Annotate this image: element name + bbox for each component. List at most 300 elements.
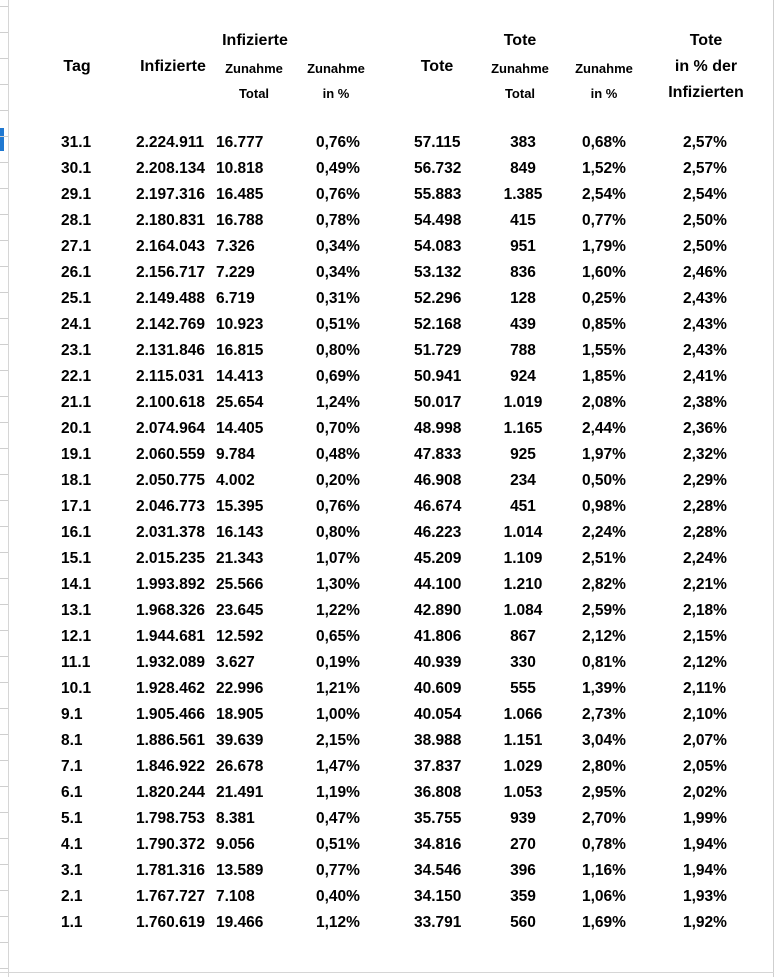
cell-tag: 27.1 bbox=[61, 238, 92, 255]
gridline-tick bbox=[0, 864, 8, 865]
cell-infizierte-pct: 1,47% bbox=[316, 758, 360, 775]
cell-tote-zunahme: 439 bbox=[510, 316, 536, 333]
cell-tag: 1.1 bbox=[61, 914, 83, 931]
cell-tag: 7.1 bbox=[61, 758, 83, 775]
bottom-border bbox=[0, 972, 774, 973]
cell-infizierte-zunahme: 26.678 bbox=[216, 758, 264, 775]
cell-tote: 50.017 bbox=[414, 394, 462, 411]
cell-infizierte-pct: 1,19% bbox=[316, 784, 360, 801]
cell-tote: 45.209 bbox=[414, 550, 462, 567]
cell-tote-pct: 1,39% bbox=[582, 680, 626, 697]
table-row bbox=[0, 469, 774, 495]
header-tote-zunahme-pct: Zunahme bbox=[575, 61, 633, 76]
cell-infizierte-pct: 0,40% bbox=[316, 888, 360, 905]
cell-infizierte-pct: 0,19% bbox=[316, 654, 360, 671]
cell-quote: 2,15% bbox=[683, 628, 727, 645]
cell-tote-pct: 1,55% bbox=[582, 342, 626, 359]
cell-tote: 56.732 bbox=[414, 160, 462, 177]
table-row bbox=[0, 339, 774, 365]
cell-infizierte: 1.798.753 bbox=[136, 810, 205, 827]
cell-infizierte-zunahme: 16.143 bbox=[216, 524, 264, 541]
cell-tote-pct: 0,98% bbox=[582, 498, 626, 515]
cell-infizierte-zunahme: 7.108 bbox=[216, 888, 255, 905]
cell-infizierte: 1.846.922 bbox=[136, 758, 205, 775]
cell-tag: 17.1 bbox=[61, 498, 92, 515]
cell-tote-pct: 2,24% bbox=[582, 524, 626, 541]
cell-tote-zunahme: 924 bbox=[510, 368, 536, 385]
gridline-tick bbox=[0, 968, 8, 969]
cell-tote: 42.890 bbox=[414, 602, 462, 619]
cell-tag: 28.1 bbox=[61, 212, 92, 229]
cell-tote-pct: 1,85% bbox=[582, 368, 626, 385]
cell-tote: 53.132 bbox=[414, 264, 462, 281]
cell-infizierte-pct: 1,21% bbox=[316, 680, 360, 697]
gridline-tick bbox=[0, 344, 8, 345]
cell-tag: 9.1 bbox=[61, 706, 83, 723]
cell-tote: 33.791 bbox=[414, 914, 462, 931]
cell-infizierte-pct: 0,76% bbox=[316, 186, 360, 203]
cell-infizierte: 2.046.773 bbox=[136, 498, 205, 515]
table-row bbox=[0, 313, 774, 339]
cell-tag: 14.1 bbox=[61, 576, 92, 593]
cell-quote: 2,54% bbox=[683, 186, 727, 203]
table-row bbox=[0, 625, 774, 651]
cell-quote: 2,28% bbox=[683, 524, 727, 541]
cell-tote-zunahme: 270 bbox=[510, 836, 536, 853]
cell-infizierte-zunahme: 14.413 bbox=[216, 368, 264, 385]
cell-tote-zunahme: 1.151 bbox=[503, 732, 543, 749]
cell-infizierte-zunahme: 16.485 bbox=[216, 186, 264, 203]
cell-tote-pct: 1,97% bbox=[582, 446, 626, 463]
cell-infizierte-pct: 0,34% bbox=[316, 264, 360, 281]
gridline-tick bbox=[0, 734, 8, 735]
header-tote-group: Tote bbox=[503, 32, 537, 49]
gridline-tick bbox=[0, 188, 8, 189]
cell-infizierte-zunahme: 8.381 bbox=[216, 810, 255, 827]
header-tote-in-pct: in % bbox=[590, 86, 618, 101]
cell-infizierte-pct: 0,77% bbox=[316, 862, 360, 879]
cell-infizierte-pct: 1,12% bbox=[316, 914, 360, 931]
cell-infizierte: 1.928.462 bbox=[136, 680, 205, 697]
table-row bbox=[0, 391, 774, 417]
cell-quote: 2,43% bbox=[683, 290, 727, 307]
cell-tote: 38.988 bbox=[414, 732, 462, 749]
cell-quote: 2,10% bbox=[683, 706, 727, 723]
cell-tag: 19.1 bbox=[61, 446, 92, 463]
gridline-tick bbox=[0, 838, 8, 839]
cell-infizierte-zunahme: 25.654 bbox=[216, 394, 264, 411]
cell-tag: 18.1 bbox=[61, 472, 92, 489]
table-row bbox=[0, 235, 774, 261]
cell-quote: 1,92% bbox=[683, 914, 727, 931]
gridline-tick bbox=[0, 760, 8, 761]
cell-tote-pct: 0,25% bbox=[582, 290, 626, 307]
cell-tote: 48.998 bbox=[414, 420, 462, 437]
cell-tote-zunahme: 1.385 bbox=[503, 186, 543, 203]
cell-quote: 2,41% bbox=[683, 368, 727, 385]
cell-tag: 24.1 bbox=[61, 316, 92, 333]
cell-infizierte: 1.968.326 bbox=[136, 602, 205, 619]
cell-infizierte-pct: 0,78% bbox=[316, 212, 360, 229]
cell-infizierte: 2.156.717 bbox=[136, 264, 205, 281]
cell-infizierte-zunahme: 25.566 bbox=[216, 576, 264, 593]
cell-tote-pct: 2,70% bbox=[582, 810, 626, 827]
cell-infizierte-pct: 0,76% bbox=[316, 498, 360, 515]
cell-tag: 31.1 bbox=[61, 134, 92, 151]
cell-tote-zunahme: 1.084 bbox=[503, 602, 543, 619]
cell-tote: 52.296 bbox=[414, 290, 462, 307]
cell-infizierte-pct: 0,65% bbox=[316, 628, 360, 645]
table-row bbox=[0, 833, 774, 859]
table-row bbox=[0, 859, 774, 885]
gridline-tick bbox=[0, 656, 8, 657]
gridline-tick bbox=[0, 240, 8, 241]
cell-tote-zunahme: 128 bbox=[510, 290, 536, 307]
cell-tote-zunahme: 1.019 bbox=[503, 394, 543, 411]
cell-infizierte: 2.197.316 bbox=[136, 186, 205, 203]
cell-infizierte-zunahme: 10.818 bbox=[216, 160, 264, 177]
table-header bbox=[0, 0, 774, 110]
cell-tote: 46.908 bbox=[414, 472, 462, 489]
table-row bbox=[0, 157, 774, 183]
cell-tote-pct: 0,68% bbox=[582, 134, 626, 151]
cell-tote: 51.729 bbox=[414, 342, 462, 359]
cell-quote: 2,02% bbox=[683, 784, 727, 801]
cell-infizierte-zunahme: 21.491 bbox=[216, 784, 264, 801]
gridline-tick bbox=[0, 136, 8, 137]
cell-infizierte: 1.886.561 bbox=[136, 732, 205, 749]
cell-tote-pct: 0,81% bbox=[582, 654, 626, 671]
gridline-tick bbox=[0, 916, 8, 917]
cell-infizierte-zunahme: 3.627 bbox=[216, 654, 255, 671]
cell-tote: 37.837 bbox=[414, 758, 462, 775]
cell-tote-zunahme: 1.066 bbox=[503, 706, 543, 723]
header-tote-total: Total bbox=[504, 86, 536, 101]
cell-infizierte-zunahme: 15.395 bbox=[216, 498, 264, 515]
cell-quote: 2,07% bbox=[683, 732, 727, 749]
gridline-tick bbox=[0, 396, 8, 397]
cell-quote: 2,43% bbox=[683, 342, 727, 359]
cell-tag: 26.1 bbox=[61, 264, 92, 281]
gridline-tick bbox=[0, 32, 8, 33]
cell-infizierte: 1.993.892 bbox=[136, 576, 205, 593]
cell-quote: 2,12% bbox=[683, 654, 727, 671]
cell-tag: 5.1 bbox=[61, 810, 83, 827]
gridline-tick bbox=[0, 682, 8, 683]
header-infizierte-group: Infizierte bbox=[222, 32, 288, 49]
cell-tote-pct: 2,73% bbox=[582, 706, 626, 723]
cell-tote: 46.674 bbox=[414, 498, 462, 515]
header-infizierte-zunahme: Zunahme bbox=[225, 61, 283, 76]
cell-infizierte: 2.149.488 bbox=[136, 290, 205, 307]
gridline-tick bbox=[0, 500, 8, 501]
cell-tote: 47.833 bbox=[414, 446, 462, 463]
cell-tote: 44.100 bbox=[414, 576, 462, 593]
cell-tag: 16.1 bbox=[61, 524, 92, 541]
cell-tote: 34.816 bbox=[414, 836, 462, 853]
cell-tote-zunahme: 925 bbox=[510, 446, 536, 463]
table-row bbox=[0, 885, 774, 911]
cell-tag: 29.1 bbox=[61, 186, 92, 203]
header-tag: Tag bbox=[63, 58, 91, 75]
cell-tote-pct: 2,08% bbox=[582, 394, 626, 411]
cell-infizierte: 2.074.964 bbox=[136, 420, 205, 437]
cell-infizierte-zunahme: 39.639 bbox=[216, 732, 264, 749]
cell-tote-pct: 1,16% bbox=[582, 862, 626, 879]
gridline-tick bbox=[0, 422, 8, 423]
table-row bbox=[0, 703, 774, 729]
cell-quote: 2,57% bbox=[683, 134, 727, 151]
cell-infizierte-zunahme: 10.923 bbox=[216, 316, 264, 333]
cell-tote-zunahme: 1.210 bbox=[503, 576, 543, 593]
gridline-tick bbox=[0, 812, 8, 813]
cell-infizierte-zunahme: 23.645 bbox=[216, 602, 264, 619]
cell-tag: 10.1 bbox=[61, 680, 92, 697]
table-row bbox=[0, 365, 774, 391]
cell-tote-pct: 1,69% bbox=[582, 914, 626, 931]
cell-quote: 2,11% bbox=[683, 680, 727, 697]
header-tote: Tote bbox=[420, 58, 454, 75]
table-row bbox=[0, 781, 774, 807]
cell-tote-pct: 0,77% bbox=[582, 212, 626, 229]
cell-infizierte-zunahme: 22.996 bbox=[216, 680, 264, 697]
cell-infizierte-pct: 0,31% bbox=[316, 290, 360, 307]
gridline-tick bbox=[0, 552, 8, 553]
gridline-tick bbox=[0, 6, 8, 7]
cell-tote-pct: 2,51% bbox=[582, 550, 626, 567]
cell-quote: 2,50% bbox=[683, 238, 727, 255]
cell-infizierte: 2.031.378 bbox=[136, 524, 205, 541]
cell-tote: 46.223 bbox=[414, 524, 462, 541]
cell-infizierte-zunahme: 7.326 bbox=[216, 238, 255, 255]
cell-tag: 22.1 bbox=[61, 368, 92, 385]
cell-tote-pct: 3,04% bbox=[582, 732, 626, 749]
cell-quote: 1,99% bbox=[683, 810, 727, 827]
cell-tote-zunahme: 939 bbox=[510, 810, 536, 827]
cell-infizierte-pct: 0,70% bbox=[316, 420, 360, 437]
cell-tag: 25.1 bbox=[61, 290, 92, 307]
table-row bbox=[0, 261, 774, 287]
cell-tote: 40.939 bbox=[414, 654, 462, 671]
cell-infizierte-zunahme: 7.229 bbox=[216, 264, 255, 281]
cell-tote-pct: 1,06% bbox=[582, 888, 626, 905]
table-row bbox=[0, 547, 774, 573]
cell-infizierte: 2.208.134 bbox=[136, 160, 205, 177]
table-row bbox=[0, 209, 774, 235]
cell-tote-zunahme: 1.029 bbox=[503, 758, 543, 775]
gridline-tick bbox=[0, 630, 8, 631]
cell-infizierte: 1.781.316 bbox=[136, 862, 205, 879]
gridline-tick bbox=[0, 84, 8, 85]
cell-infizierte-pct: 0,51% bbox=[316, 836, 360, 853]
cell-infizierte: 1.905.466 bbox=[136, 706, 205, 723]
gridline-tick bbox=[0, 162, 8, 163]
cell-tote-pct: 1,79% bbox=[582, 238, 626, 255]
cell-tote-zunahme: 849 bbox=[510, 160, 536, 177]
cell-quote: 1,94% bbox=[683, 862, 727, 879]
cell-infizierte-pct: 0,34% bbox=[316, 238, 360, 255]
cell-tote-zunahme: 415 bbox=[510, 212, 536, 229]
cell-infizierte-zunahme: 16.777 bbox=[216, 134, 264, 151]
cell-tote-zunahme: 560 bbox=[510, 914, 536, 931]
cell-tote-zunahme: 1.165 bbox=[503, 420, 543, 437]
cell-tag: 11.1 bbox=[61, 654, 91, 671]
cell-tag: 8.1 bbox=[61, 732, 83, 749]
cell-infizierte-zunahme: 9.784 bbox=[216, 446, 255, 463]
header-infizierte: Infizierte bbox=[140, 58, 206, 75]
cell-quote: 2,24% bbox=[683, 550, 727, 567]
cell-quote: 2,18% bbox=[683, 602, 727, 619]
cell-tag: 12.1 bbox=[61, 628, 92, 645]
cell-tote-pct: 2,54% bbox=[582, 186, 626, 203]
cell-tote-pct: 2,82% bbox=[582, 576, 626, 593]
cell-quote: 2,28% bbox=[683, 498, 727, 515]
cell-quote: 2,32% bbox=[683, 446, 727, 463]
table-row bbox=[0, 417, 774, 443]
cell-tote-pct: 2,59% bbox=[582, 602, 626, 619]
table-body bbox=[0, 131, 774, 937]
cell-tote-zunahme: 359 bbox=[510, 888, 536, 905]
cell-tote-pct: 0,78% bbox=[582, 836, 626, 853]
cell-tag: 21.1 bbox=[61, 394, 92, 411]
table-row bbox=[0, 651, 774, 677]
cell-tag: 3.1 bbox=[61, 862, 83, 879]
gridline-tick bbox=[0, 786, 8, 787]
cell-tote-zunahme: 788 bbox=[510, 342, 536, 359]
cell-infizierte: 1.932.089 bbox=[136, 654, 205, 671]
cell-tag: 30.1 bbox=[61, 160, 92, 177]
gridline-tick bbox=[0, 292, 8, 293]
cell-quote: 2,05% bbox=[683, 758, 727, 775]
cell-infizierte-pct: 0,51% bbox=[316, 316, 360, 333]
cell-tag: 4.1 bbox=[61, 836, 83, 853]
cell-infizierte-pct: 1,22% bbox=[316, 602, 360, 619]
cell-tote: 35.755 bbox=[414, 810, 462, 827]
cell-infizierte: 1.944.681 bbox=[136, 628, 205, 645]
table-row bbox=[0, 573, 774, 599]
table-row bbox=[0, 911, 774, 937]
gridline-tick bbox=[0, 214, 8, 215]
gridline-tick bbox=[0, 58, 8, 59]
header-tote-zunahme: Zunahme bbox=[491, 61, 549, 76]
cell-tote-zunahme: 1.053 bbox=[503, 784, 543, 801]
cell-tote-zunahme: 1.109 bbox=[503, 550, 543, 567]
cell-tote: 40.054 bbox=[414, 706, 462, 723]
table-row bbox=[0, 183, 774, 209]
cell-tote: 50.941 bbox=[414, 368, 462, 385]
cell-tag: 23.1 bbox=[61, 342, 92, 359]
cell-tote-zunahme: 555 bbox=[510, 680, 536, 697]
cell-infizierte-pct: 1,24% bbox=[316, 394, 360, 411]
gridline-tick bbox=[0, 526, 8, 527]
cell-quote: 2,38% bbox=[683, 394, 727, 411]
header-quote-line1: Tote bbox=[689, 32, 723, 49]
cell-quote: 2,57% bbox=[683, 160, 727, 177]
table-row bbox=[0, 729, 774, 755]
cell-infizierte-zunahme: 6.719 bbox=[216, 290, 255, 307]
cell-infizierte: 1.790.372 bbox=[136, 836, 205, 853]
cell-infizierte-zunahme: 4.002 bbox=[216, 472, 255, 489]
header-infizierte-zunahme-pct: Zunahme bbox=[307, 61, 365, 76]
cell-infizierte: 1.760.619 bbox=[136, 914, 205, 931]
gridline-tick bbox=[0, 370, 8, 371]
cell-tote: 54.498 bbox=[414, 212, 462, 229]
gridline-tick bbox=[0, 604, 8, 605]
cell-infizierte-zunahme: 12.592 bbox=[216, 628, 264, 645]
cell-tote-zunahme: 396 bbox=[510, 862, 536, 879]
cell-tote: 34.546 bbox=[414, 862, 462, 879]
cell-tote-pct: 2,95% bbox=[582, 784, 626, 801]
cell-infizierte-pct: 2,15% bbox=[316, 732, 360, 749]
cell-infizierte-zunahme: 16.788 bbox=[216, 212, 264, 229]
header-quote-line2: in % der bbox=[674, 58, 738, 75]
cell-infizierte-zunahme: 16.815 bbox=[216, 342, 264, 359]
cell-quote: 1,94% bbox=[683, 836, 727, 853]
cell-infizierte-zunahme: 14.405 bbox=[216, 420, 264, 437]
cell-quote: 2,36% bbox=[683, 420, 727, 437]
cell-infizierte: 2.224.911 bbox=[136, 134, 205, 151]
cell-tag: 13.1 bbox=[61, 602, 92, 619]
cell-infizierte-pct: 0,80% bbox=[316, 524, 360, 541]
table-row bbox=[0, 677, 774, 703]
cell-tote-pct: 0,50% bbox=[582, 472, 626, 489]
header-quote-line3: Infizierten bbox=[668, 84, 744, 101]
cell-infizierte: 1.767.727 bbox=[136, 888, 205, 905]
cell-tote-zunahme: 330 bbox=[510, 654, 536, 671]
table-row bbox=[0, 287, 774, 313]
cell-infizierte-pct: 0,49% bbox=[316, 160, 360, 177]
cell-infizierte: 1.820.244 bbox=[136, 784, 205, 801]
cell-tote: 55.883 bbox=[414, 186, 462, 203]
cell-tote: 54.083 bbox=[414, 238, 462, 255]
gridline-tick bbox=[0, 448, 8, 449]
cell-infizierte-pct: 0,80% bbox=[316, 342, 360, 359]
cell-infizierte: 2.180.831 bbox=[136, 212, 205, 229]
gridline-tick bbox=[0, 318, 8, 319]
cell-infizierte-pct: 1,07% bbox=[316, 550, 360, 567]
cell-tote-pct: 2,12% bbox=[582, 628, 626, 645]
cell-infizierte: 2.060.559 bbox=[136, 446, 205, 463]
cell-infizierte-pct: 1,30% bbox=[316, 576, 360, 593]
table-row bbox=[0, 521, 774, 547]
cell-infizierte: 2.115.031 bbox=[136, 368, 205, 385]
table-row bbox=[0, 755, 774, 781]
cell-quote: 2,43% bbox=[683, 316, 727, 333]
cell-infizierte: 2.131.846 bbox=[136, 342, 205, 359]
cell-tote-pct: 2,80% bbox=[582, 758, 626, 775]
table-row bbox=[0, 495, 774, 521]
cell-quote: 1,93% bbox=[683, 888, 727, 905]
gridline-tick bbox=[0, 266, 8, 267]
header-infizierte-total: Total bbox=[238, 86, 270, 101]
gridline-tick bbox=[0, 942, 8, 943]
cell-tote-zunahme: 451 bbox=[510, 498, 536, 515]
cell-tote-zunahme: 234 bbox=[510, 472, 536, 489]
table-row bbox=[0, 807, 774, 833]
cell-tote: 57.115 bbox=[414, 134, 461, 151]
cell-quote: 2,21% bbox=[683, 576, 727, 593]
cell-infizierte-zunahme: 19.466 bbox=[216, 914, 264, 931]
table-row bbox=[0, 131, 774, 157]
cell-tag: 2.1 bbox=[61, 888, 83, 905]
cell-tote-zunahme: 836 bbox=[510, 264, 536, 281]
cell-tote: 36.808 bbox=[414, 784, 462, 801]
cell-tote-zunahme: 383 bbox=[510, 134, 536, 151]
cell-infizierte-zunahme: 9.056 bbox=[216, 836, 255, 853]
cell-tote: 52.168 bbox=[414, 316, 462, 333]
cell-quote: 2,46% bbox=[683, 264, 727, 281]
gridline-tick bbox=[0, 578, 8, 579]
